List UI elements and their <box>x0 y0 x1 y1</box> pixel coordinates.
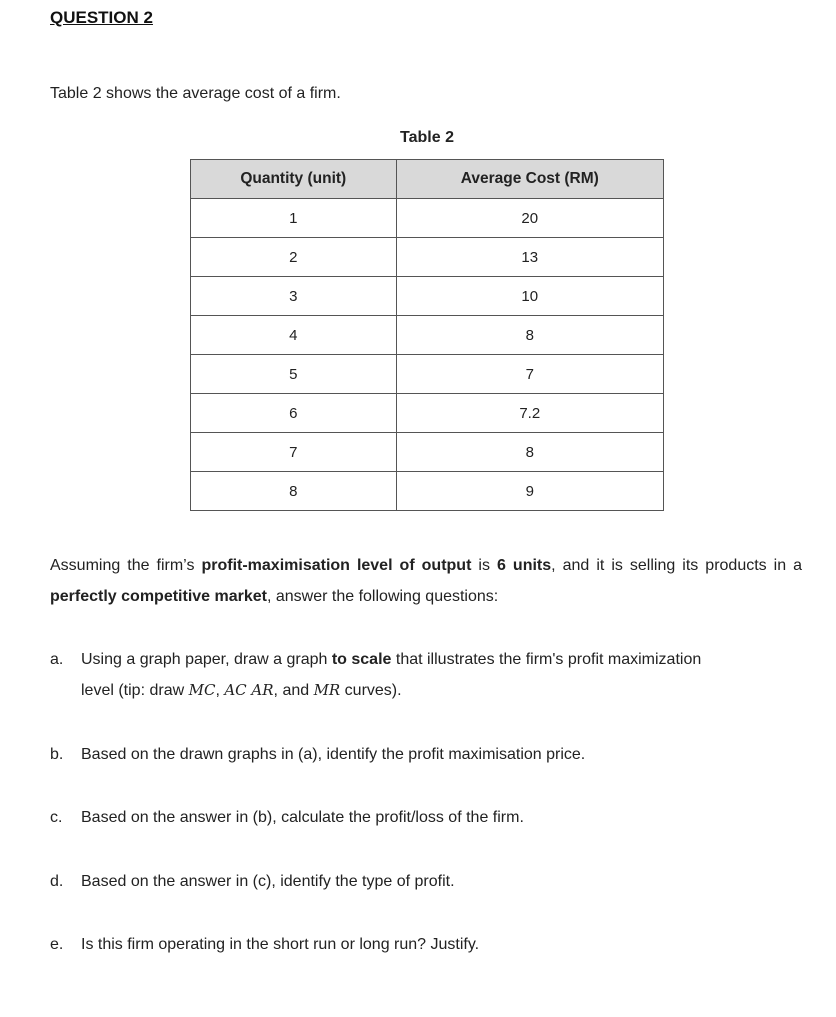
quantity-cell: 8 <box>191 472 397 511</box>
quantity-cell: 2 <box>191 238 397 277</box>
assumption-emphasis: perfectly competitive market <box>50 588 267 605</box>
average-cost-cell: 13 <box>396 238 663 277</box>
average-cost-cell: 8 <box>396 316 663 355</box>
table-row <box>191 394 664 433</box>
question-label: a. <box>50 651 64 668</box>
question-heading: QUESTION 2 <box>50 8 153 27</box>
question-label: c. <box>50 809 63 826</box>
average-cost-cell: 10 <box>396 277 663 316</box>
assumption-paragraph <box>50 550 802 612</box>
intro-text: Table 2 shows the average cost of a firm. <box>50 85 341 102</box>
average-cost-cell: 20 <box>396 199 663 238</box>
question-label: e. <box>50 936 64 953</box>
question-item-d <box>50 866 455 897</box>
question-text: Is this firm operating in the short run or long run? Justify. <box>81 936 480 953</box>
question-text-part: curves). <box>340 682 402 699</box>
quantity-cell: 3 <box>191 277 397 316</box>
question-text: Based on the drawn graphs in (a), identify the profit maximisation price. <box>81 746 586 763</box>
question-item-a <box>50 644 702 699</box>
table-row <box>191 238 664 277</box>
quantity-cell: 7 <box>191 433 397 472</box>
assumption-text: , and it is selling its products in a <box>551 557 803 574</box>
assumption-text: , answer the following questions: <box>266 588 499 605</box>
column-header-quantity: Quantity (unit) <box>191 160 397 199</box>
table-row <box>191 277 664 316</box>
math-symbol: MC <box>188 681 216 699</box>
table-row <box>191 199 664 238</box>
question-label: d. <box>50 873 64 890</box>
average-cost-table <box>190 159 664 511</box>
average-cost-cell: 7.2 <box>396 394 663 433</box>
table-caption: Table 2 <box>400 129 454 146</box>
question-item-c <box>50 802 524 833</box>
quantity-cell: 4 <box>191 316 397 355</box>
quantity-cell: 1 <box>191 199 397 238</box>
column-header-average-cost: Average Cost (RM) <box>396 160 663 199</box>
question-text: Based on the answer in (b), calculate the profit/loss of the firm. <box>81 809 524 826</box>
question-item-e <box>50 929 479 960</box>
question-text-part: that illustrates the firm's profit maximization <box>391 651 702 668</box>
math-symbol: MR <box>313 681 341 699</box>
question-text-part: level (tip: draw <box>81 682 189 699</box>
question-line <box>81 644 803 675</box>
question-text-part: , <box>215 682 225 699</box>
question-text-part: Using a graph paper, draw a graph <box>81 651 332 668</box>
assumption-text: is <box>471 557 498 574</box>
assumption-text: Assuming the firm’s <box>50 557 202 574</box>
math-symbol: AC AR <box>224 681 274 699</box>
quantity-cell: 6 <box>191 394 397 433</box>
assumption-emphasis: profit-maximisation level of output <box>201 557 472 574</box>
table-row <box>191 472 664 511</box>
question-item-b <box>50 739 585 770</box>
question-text <box>81 644 803 706</box>
average-cost-cell: 7 <box>396 355 663 394</box>
question-text: Based on the answer in (c), identify the type of profit. <box>81 873 455 890</box>
average-cost-cell: 8 <box>396 433 663 472</box>
question-emphasis: to scale <box>331 651 392 668</box>
table-row <box>191 355 664 394</box>
table-row <box>191 316 664 355</box>
quantity-cell: 5 <box>191 355 397 394</box>
table-row <box>191 433 664 472</box>
assumption-emphasis: 6 units <box>497 557 552 574</box>
question-label: b. <box>50 746 64 763</box>
question-line <box>81 675 803 706</box>
question-text-part: , and <box>273 682 314 699</box>
table-header-row <box>191 160 664 199</box>
average-cost-cell: 9 <box>396 472 663 511</box>
